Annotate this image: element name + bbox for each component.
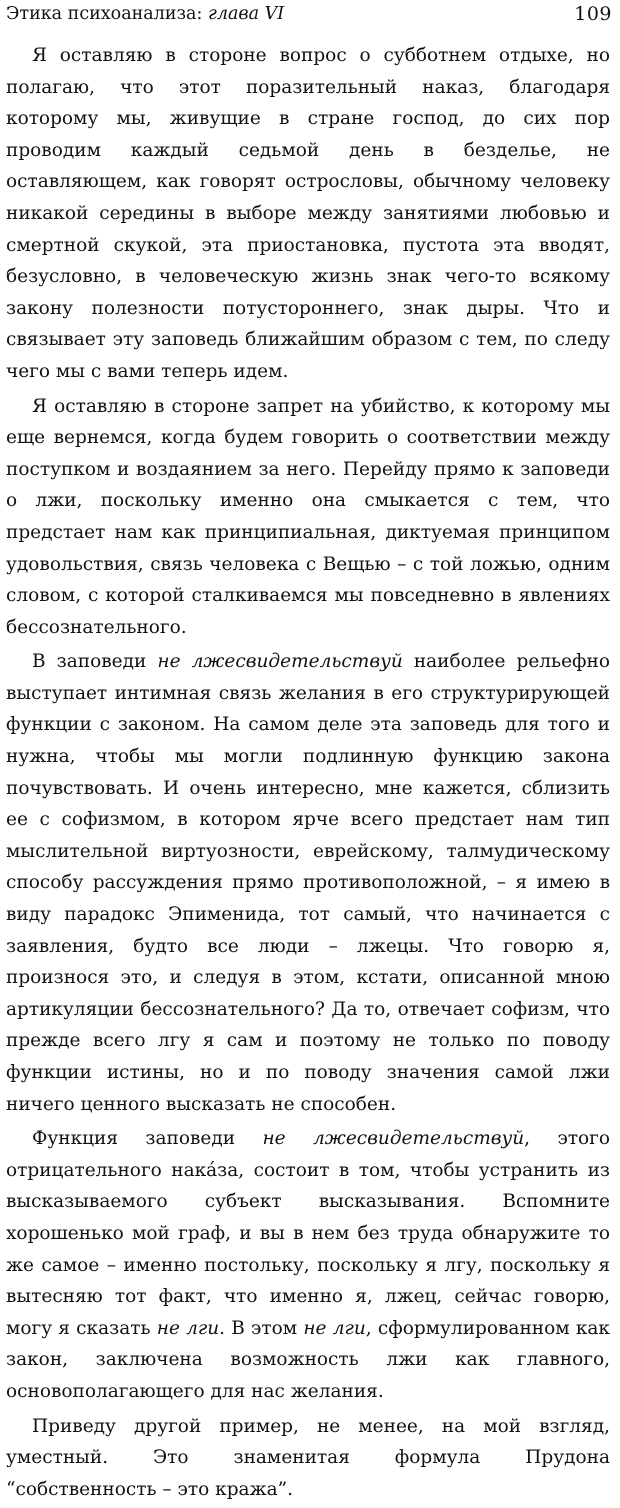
page-number: 109	[574, 3, 612, 25]
paragraph-4	[6, 1123, 610, 1407]
emphasis-ne-lgi: не лги	[156, 1317, 220, 1339]
emphasis-commandment: не лжесвидетельствуй	[262, 1128, 525, 1150]
paragraph-text: Я оставляю в стороне запрет на убийство, к которому мы еще вернемся, когда будем говорить о соответствии между поступком и воздаянием за него. Перейду прямо к заповеди о лжи, поскольку именно она смыкается с тем, что предстает нам как принципиальная, диктуемая принципом удовольствия, связь человека с Вещью – с той ложью, одним словом, с которой сталкиваемся мы повседневно в явлениях бессознательного.	[6, 395, 610, 638]
paragraph-text: Приведу другой пример, не менее, на мой взгляд, уместный. Это знаменитая формула Прудона “собственность – это кража”.	[6, 1415, 610, 1500]
page-body	[6, 40, 610, 1508]
paragraph-2	[6, 391, 610, 644]
paragraph-5	[6, 1411, 610, 1506]
paragraph-text: Я оставляю в стороне вопрос о субботнем отдыхе, но полагаю, что этот поразительный наказ, благодаря которому мы, живущие в стране господ, до сих пор проводим каждый седьмой день в безделье, не оставляющем, как говорят острословы, обычному человеку никакой середины в выборе между занятиями любовью и смертной скукой, эта приостановка, пустота эта вводят, безусловно, в человеческую жизнь знак чего-то всякому закону полезности потустороннего, знак дыры. Что и связывает эту заповедь ближайшим образом с тем, по следу чего мы с вами теперь идем.	[6, 45, 610, 382]
paragraph-text: В заповеди	[32, 651, 158, 673]
paragraph-text: , этого отрицательного нака́за, состоит в том, чтобы устранить из высказываемого субъект высказывания. Вспомните хорошенько мой граф, и вы в нем без труда обнаружите то же самое – именно постольку, поскольку я лгу, поскольку я вытесняю тот факт, что именно я, лжец, сейчас говорю, могу я сказать	[6, 1128, 611, 1339]
paragraph-text: наиболее рельефно выступает интимная связь желания в его структурирующей функции с законом. На самом деле эта заповедь для того и нужна, чтобы мы могли подлинную функцию закона почувствовать. И очень интересно, мне кажется, сблизить ее с софизмом, в котором ярче всего предстает нам тип мыслительной виртуозности, еврейскому, талмудическому способу рассуждения прямо противоположной, – я имею в виду парадокс Эпименида, тот самый, что начинается с заявления, будто все люди – лжецы. Что говорю я, произнося это, и следуя в этом, кстати, описанной мною артикуляции бессознательного? Да то, отвечает софизм, что прежде всего лгу я сам и поэтому не только по поводу функции истины, но и по поводу значения самой лжи ничего ценного высказать не способен.	[6, 651, 611, 1115]
emphasis-ne-lgi: не лги	[303, 1317, 366, 1339]
paragraph-text: . В этом	[219, 1317, 304, 1339]
paragraph-3	[6, 646, 610, 1120]
running-header	[6, 0, 612, 30]
running-title	[6, 0, 284, 28]
paragraph-1	[6, 40, 610, 388]
paragraph-text: , сформулированном как закон, заключена возможность лжи как главного, основополагающего для нас желания.	[6, 1317, 610, 1402]
running-title-chapter: глава VI	[207, 4, 285, 24]
running-title-prefix: Этика психоанализа:	[6, 4, 203, 24]
paragraph-text: Функция заповеди	[32, 1128, 263, 1150]
emphasis-commandment: не лжесвидетельствуй	[157, 651, 403, 673]
